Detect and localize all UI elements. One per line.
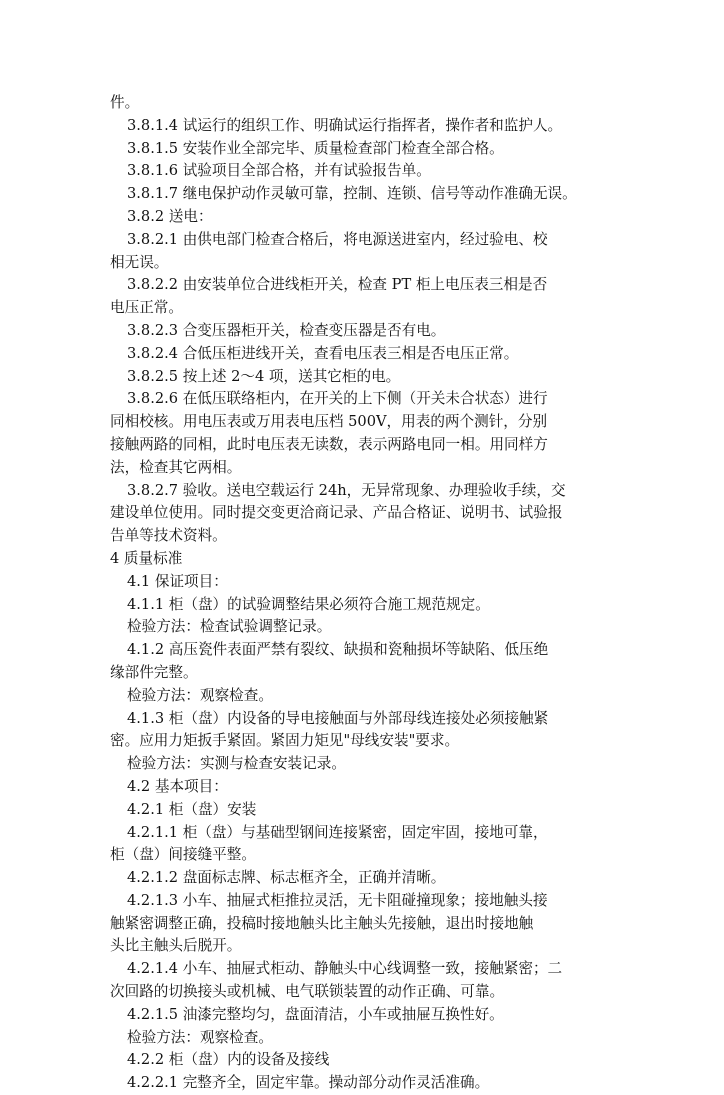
text-line: 3.8.2.6 在低压联络柜内，在开关的上下侧（开关未合状态）进行 bbox=[127, 390, 548, 408]
text-line: 4.2.2.1 完整齐全，固定牢靠。操动部分动作灵活准确。 bbox=[127, 1074, 490, 1092]
text-line: 3.8.1.4 试运行的组织工作、明确试运行指挥者，操作者和监护人。 bbox=[127, 116, 563, 134]
text-line: 3.8.1.5 安装作业全部完毕、质量检查部门检查全部合格。 bbox=[127, 139, 504, 157]
text-line: 4.1.3 柜（盘）内设备的导电接触面与外部母线连接处必须接触紧 bbox=[127, 709, 549, 727]
text-line: 头比主触头后脱开。 bbox=[110, 937, 242, 955]
text-line: 4.1 保证项目： bbox=[127, 572, 228, 590]
text-line: 检验方法：观察检查。 bbox=[127, 686, 273, 704]
text-line: 同相校核。用电压表或万用表电压档 500V，用表的两个测针，分别 bbox=[110, 413, 548, 431]
text-line: 3.8.1.6 试验项目全部合格，并有试验报告单。 bbox=[127, 162, 431, 180]
text-line: 3.8.2.1 由供电部门检查合格后，将电源送进室内，经过验电、校 bbox=[127, 230, 548, 248]
text-line: 柜（盘）间接缝平整。 bbox=[110, 846, 256, 864]
text-line: 告单等技术资料。 bbox=[110, 527, 227, 545]
text-line: 检验方法：观察检查。 bbox=[127, 1028, 273, 1046]
text-line: 建设单位使用。同时提交变更洽商记录、产品合格证、说明书、试验报 bbox=[110, 504, 563, 522]
text-line: 3.8.2 送电： bbox=[127, 207, 213, 225]
text-line: 4.1.1 柜（盘）的试验调整结果必须符合施工规范规定。 bbox=[127, 595, 490, 613]
text-line: 检验方法：检查试验调整记录。 bbox=[127, 618, 332, 636]
document-body bbox=[110, 92, 618, 1095]
text-line: 3.8.1.7 继电保护动作灵敏可靠，控制、连锁、信号等动作准确无误。 bbox=[127, 185, 577, 203]
text-line: 3.8.2.2 由安装单位合进线柜开关，检查 PT 柜上电压表三相是否 bbox=[127, 276, 548, 294]
text-line: 检验方法：实测与检查安装记录。 bbox=[127, 755, 346, 773]
text-line: 4.2.1.5 油漆完整均匀，盘面清洁，小车或抽屉互换性好。 bbox=[127, 1005, 504, 1023]
text-line: 触紧密调整正确，投稿时接地触头比主触头先接触，退出时接地触 bbox=[110, 914, 534, 932]
text-line: 3.8.2.7 验收。送电空载运行 24h，无异常现象、办理验收手续，交 bbox=[127, 481, 566, 499]
text-line: 密。应用力矩扳手紧固。紧固力矩见"母线安装"要求。 bbox=[110, 732, 460, 750]
text-line: 4.2.1.1 柜（盘）与基础型钢间连接紧密，固定牢固，接地可靠， bbox=[127, 823, 548, 841]
text-line: 3.8.2.4 合低压柜进线开关，查看电压表三相是否电压正常。 bbox=[127, 344, 519, 362]
text-line: 4.2.1.2 盘面标志牌、标志框齐全，正确并清晰。 bbox=[127, 869, 446, 887]
text-line: 法，检查其它两相。 bbox=[110, 458, 242, 476]
text-line: 4.2.1.4 小车、抽屉式柜动、静触头中心线调整一致，接触紧密；二 bbox=[127, 960, 563, 978]
text-line: 3.8.2.3 合变压器柜开关，检查变压器是否有电。 bbox=[127, 321, 446, 339]
text-line: 4.2.1 柜（盘）安装 bbox=[127, 800, 257, 818]
text-line: 接触两路的同相，此时电压表无读数，表示两路电同一相。用同样方 bbox=[110, 435, 548, 453]
text-line: 4.2 基本项目： bbox=[127, 777, 228, 795]
text-line: 次回路的切换接头或机械、电气联锁装置的动作正确、可靠。 bbox=[110, 983, 505, 1001]
text-line: 3.8.2.5 按上述 2～4 项，送其它柜的电。 bbox=[127, 367, 401, 385]
text-line: 4.1.2 高压瓷件表面严禁有裂纹、缺损和瓷釉损坏等缺陷、低压绝 bbox=[127, 641, 549, 659]
text-line: 4 质量标准 bbox=[110, 549, 183, 567]
text-line: 4.2.2 柜（盘）内的设备及接线 bbox=[127, 1051, 330, 1069]
text-line: 件。 bbox=[110, 94, 140, 111]
text-line: 4.2.1.3 小车、抽屉式柜推拉灵活，无卡阻碰撞现象；接地触头接 bbox=[127, 891, 548, 909]
text-line: 缘部件完整。 bbox=[110, 663, 198, 681]
text-line: 电压正常。 bbox=[110, 299, 183, 317]
text-line: 相无误。 bbox=[110, 253, 169, 271]
